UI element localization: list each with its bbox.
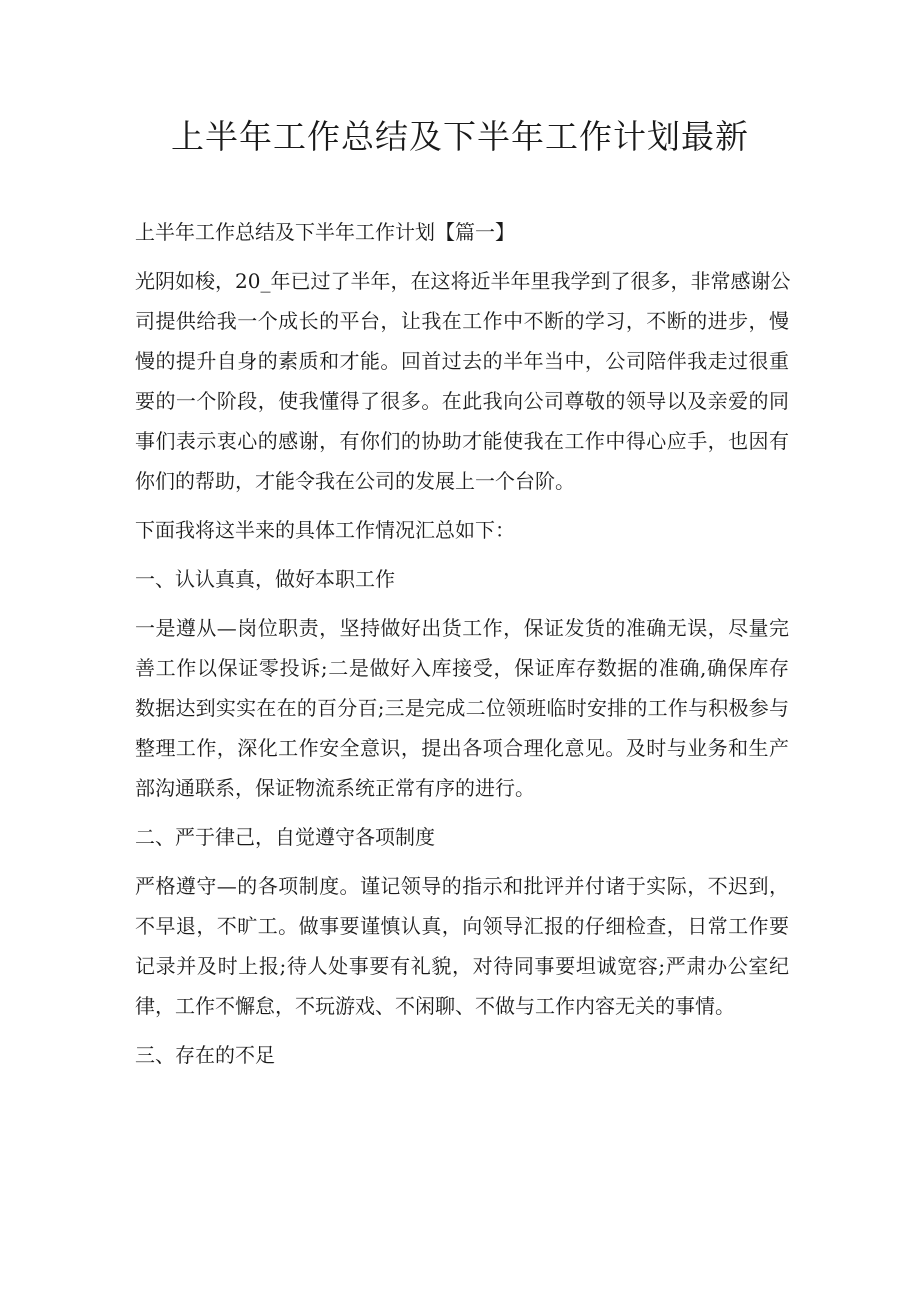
section-heading-1: 一、认认真真，做好本职工作: [135, 567, 395, 591]
paragraph-line: 不早退，不旷工。做事要谨慎认真，向领导汇报的仔细检查，日常工作要: [135, 914, 789, 938]
paragraph-line: 事们表示衷心的感谢，有你们的协助才能使我在工作中得心应手，也因有: [135, 429, 789, 453]
paragraph-intro: [135, 261, 789, 501]
paragraph-line: 一是遵从—岗位职责，坚持做好出货工作，保证发货的准确无误，尽量完: [135, 616, 789, 640]
paragraph-line: 部沟通联系，保证物流系统正常有序的进行。: [135, 776, 535, 800]
paragraph-line: 要的一个阶段，使我懂得了很多。在此我向公司尊敬的领导以及亲爱的同: [135, 389, 789, 413]
section-heading-2: 二、严于律己，自觉遵守各项制度: [135, 825, 435, 849]
paragraph-line: 记录并及时上报;待人处事要有礼貌，对待同事要坦诚宽容;严肃办公室纪: [135, 954, 789, 978]
paragraph-line: 律，工作不懈怠，不玩游戏、不闲聊、不做与工作内容无关的事情。: [135, 994, 735, 1018]
paragraph-line: 数据达到实实在在的百分百;三是完成二位领班临时安排的工作与积极参与: [135, 696, 789, 720]
paragraph-line: 善工作以保证零投诉;二是做好入库接受，保证库存数据的准确,确保库存: [135, 656, 789, 680]
paragraph-line: 光阴如梭，20_年已过了半年，在这将近半年里我学到了很多，非常感谢公: [135, 269, 791, 293]
summary-intro: 下面我将这半来的具体工作情况汇总如下：: [135, 518, 515, 542]
paragraph-line: 整理工作，深化工作安全意识，提出各项合理化意见。及时与业务和生产: [135, 736, 789, 760]
paragraph-line: 你们的帮助，才能令我在公司的发展上一个台阶。: [135, 469, 575, 493]
paragraph-discipline: [135, 866, 789, 1026]
document-body: [135, 212, 789, 1084]
paragraph-line: 司提供给我一个成长的平台，让我在工作中不断的学习，不断的进步，慢: [135, 309, 789, 333]
paragraph-line: 慢的提升自身的素质和才能。回首过去的半年当中，公司陪伴我走过很重: [135, 349, 789, 373]
section-heading-3: 三、存在的不足: [135, 1043, 275, 1067]
section-subtitle: 上半年工作总结及下半年工作计划【篇一】: [135, 220, 515, 244]
paragraph-line: 严格遵守—的各项制度。谨记领导的指示和批评并付诸于实际，不迟到，: [135, 874, 789, 898]
paragraph-duties: [135, 608, 789, 808]
document-title: 上半年工作总结及下半年工作计划最新: [171, 117, 749, 156]
